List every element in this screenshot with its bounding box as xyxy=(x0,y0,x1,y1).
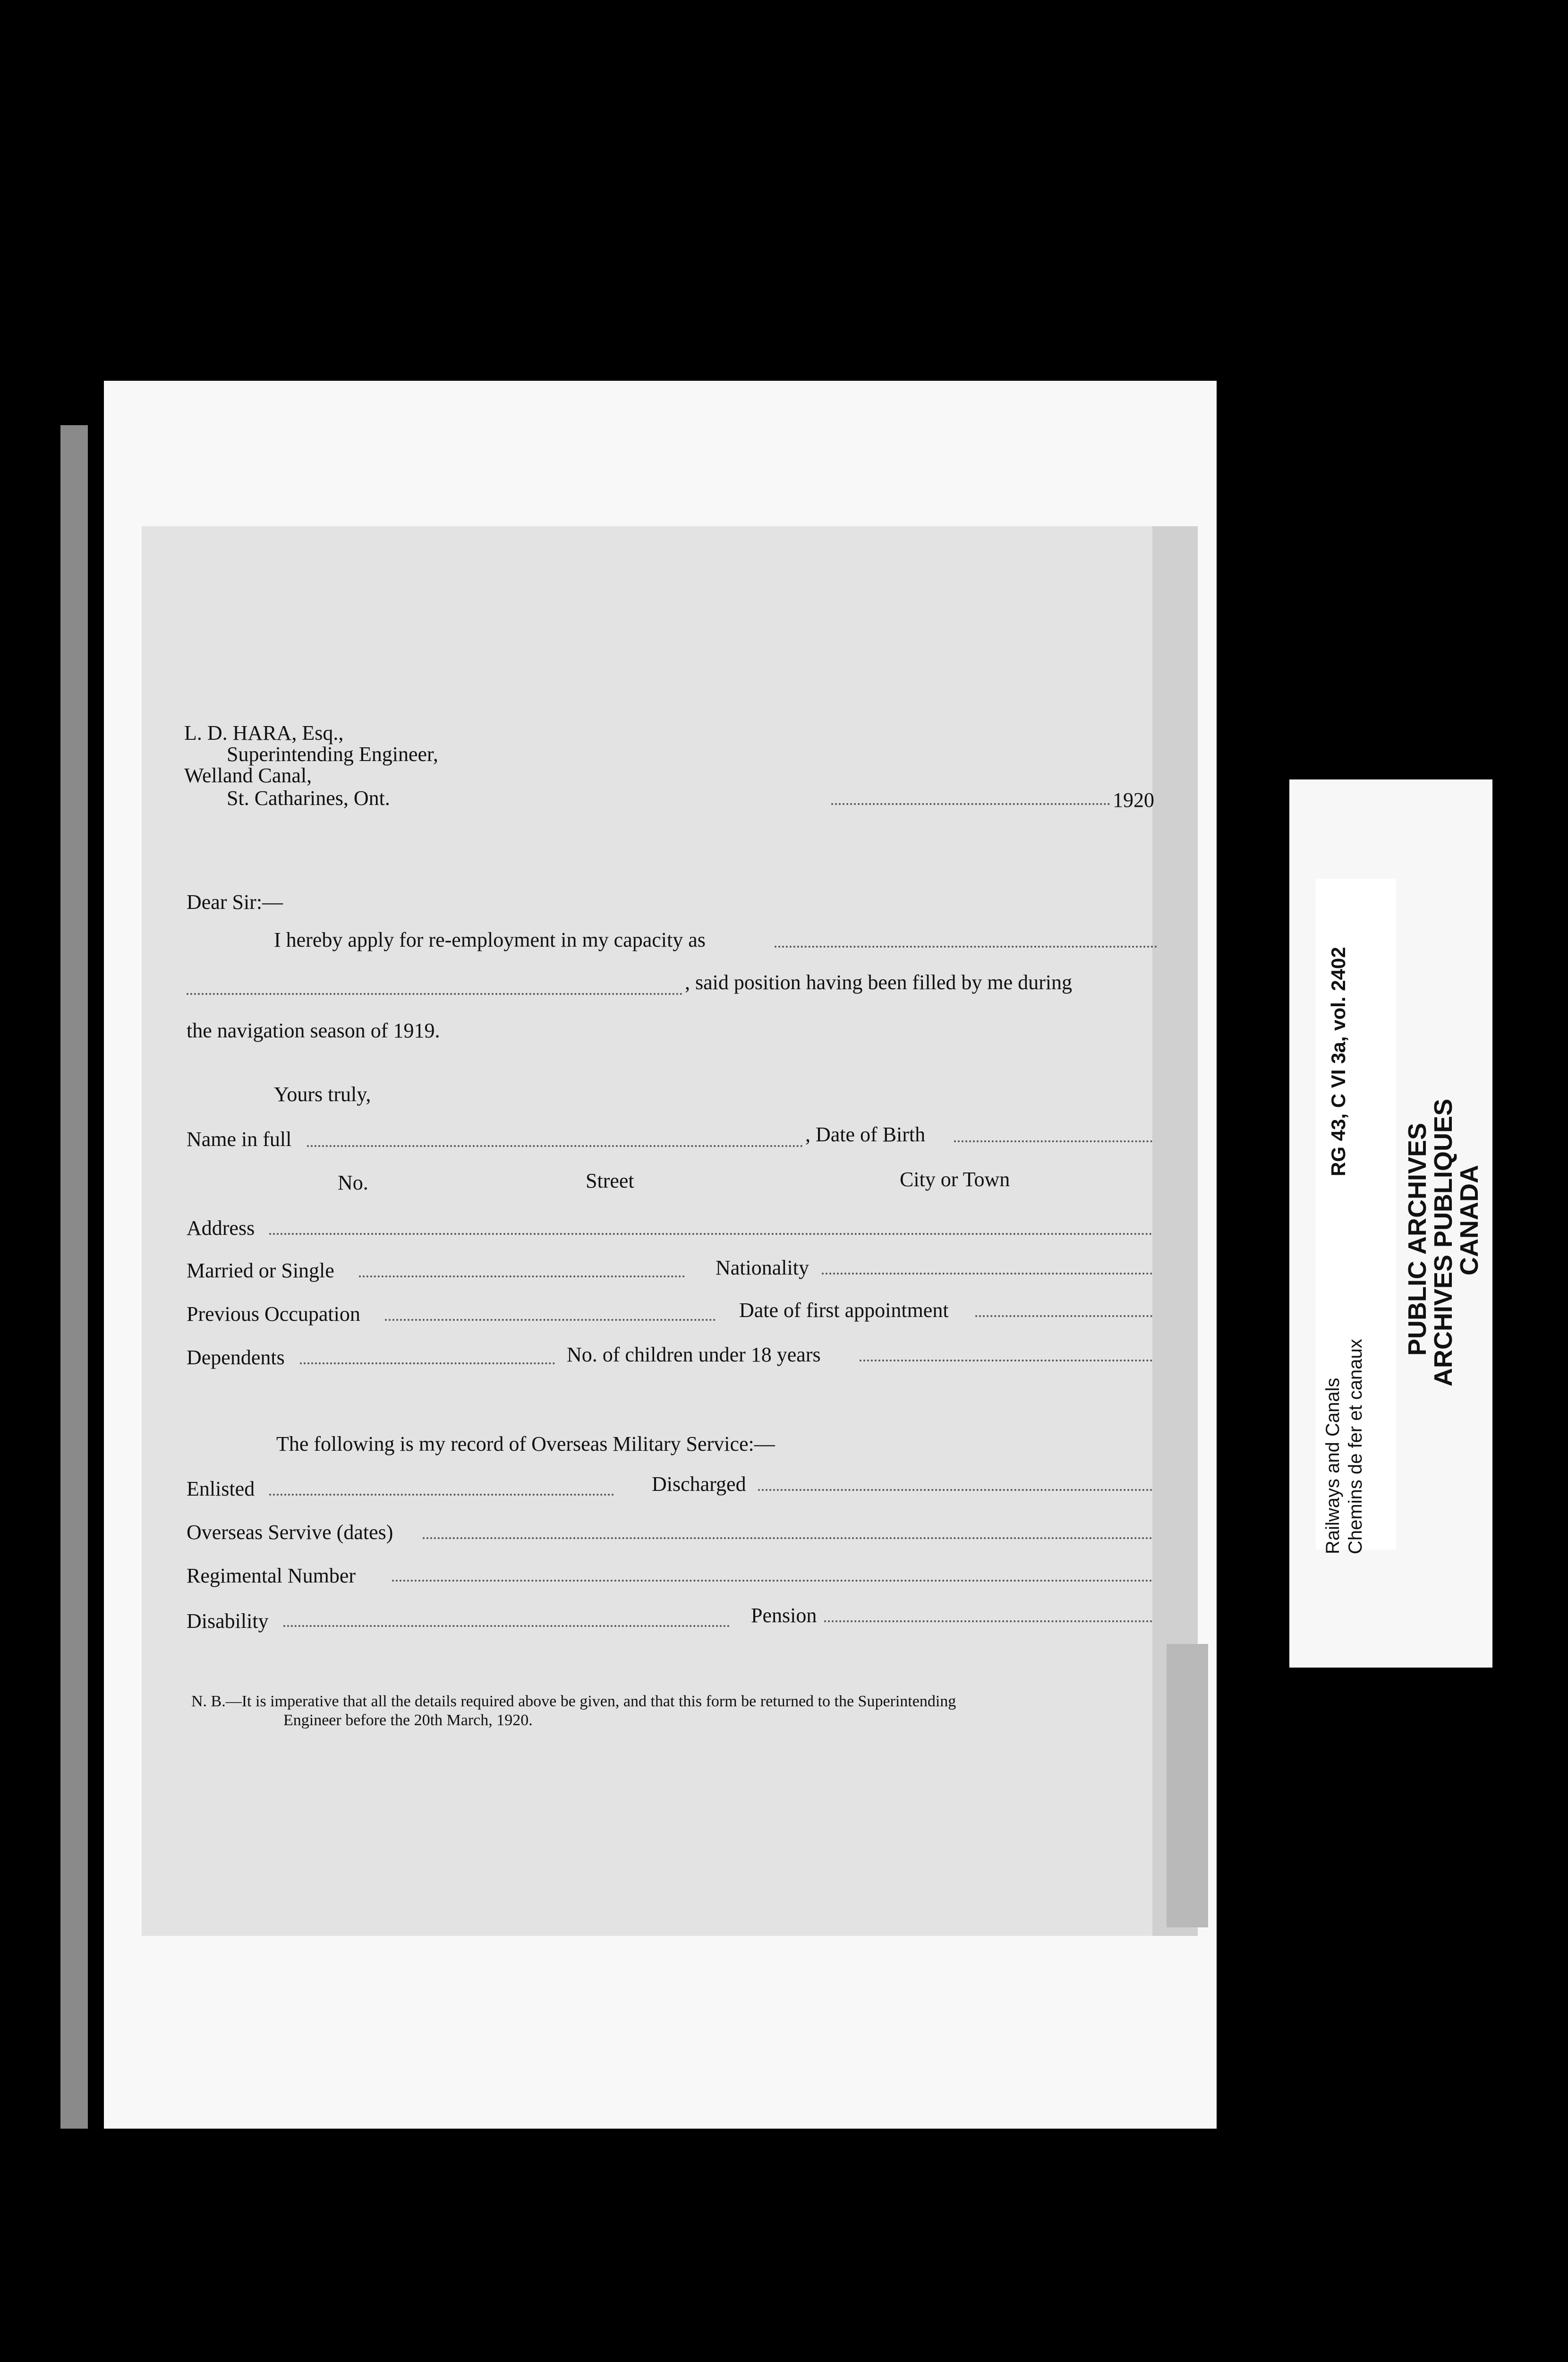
archive-stamp: PUBLIC ARCHIVES xyxy=(1403,1122,1432,1356)
sheet-fold-edge xyxy=(1167,1644,1208,1927)
capacity-blank xyxy=(775,946,1157,948)
addressee-name: L. D. HARA, Esq., xyxy=(184,721,344,745)
occupation-field[interactable] xyxy=(385,1319,716,1321)
letter-year: 1920 xyxy=(1113,788,1154,812)
archive-stamp: CANADA xyxy=(1455,1165,1483,1275)
capacity-blank xyxy=(187,993,682,995)
regimental-field[interactable] xyxy=(392,1580,1152,1582)
dependents-field[interactable] xyxy=(300,1362,555,1364)
address-field[interactable] xyxy=(269,1233,1152,1235)
disability-label: Disability xyxy=(187,1609,269,1633)
name-field[interactable] xyxy=(307,1145,803,1147)
dob-label: , Date of Birth xyxy=(805,1123,926,1146)
closing: Yours truly, xyxy=(274,1083,371,1106)
occupation-label: Previous Occupation xyxy=(187,1302,360,1326)
discharged-field[interactable] xyxy=(758,1489,1152,1491)
pension-label: Pension xyxy=(751,1604,817,1627)
column-no-label: No. xyxy=(338,1171,368,1194)
archive-reference: RG 43, C VI 3a, vol. 2402 xyxy=(1327,947,1349,1176)
addressee-place: Welland Canal, xyxy=(184,764,312,787)
military-heading: The following is my record of Overseas Military Service:— xyxy=(276,1432,775,1455)
addressee-city: St. Catharines, Ont. xyxy=(227,787,390,810)
body-line: I hereby apply for re-employment in my capacity as xyxy=(274,928,706,951)
salutation: Dear Sir:— xyxy=(187,890,283,914)
dob-field[interactable] xyxy=(954,1140,1152,1142)
enlisted-label: Enlisted xyxy=(187,1477,255,1500)
overseas-field[interactable] xyxy=(423,1537,1152,1539)
addressee-title: Superintending Engineer, xyxy=(227,743,438,766)
column-city-label: City or Town xyxy=(900,1168,1010,1191)
date-blank xyxy=(831,803,1110,805)
note-line: N. B.—It is imperative that all the details required above be given, and that this form be returned to the Superintending xyxy=(191,1693,956,1710)
archive-series: Railways and Canals xyxy=(1322,1378,1343,1554)
archive-series-french: Chemins de fer et canaux xyxy=(1345,1339,1366,1554)
children-field[interactable] xyxy=(860,1360,1152,1361)
address-label: Address xyxy=(187,1216,255,1240)
overseas-label: Overseas Servive (dates) xyxy=(187,1521,393,1544)
children-label: No. of children under 18 years xyxy=(567,1343,821,1366)
archive-stamp: ARCHIVES PUBLIQUES xyxy=(1429,1098,1457,1386)
nationality-label: Nationality xyxy=(716,1256,809,1279)
appointment-label: Date of first appointment xyxy=(739,1299,949,1322)
name-label: Name in full xyxy=(187,1128,292,1151)
marital-field[interactable] xyxy=(359,1275,685,1277)
discharged-label: Discharged xyxy=(652,1472,746,1496)
regimental-label: Regimental Number xyxy=(187,1564,356,1587)
pension-field[interactable] xyxy=(824,1620,1152,1622)
body-line: , said position having been filled by me during xyxy=(685,971,1072,994)
disability-field[interactable] xyxy=(283,1625,730,1627)
dependents-label: Dependents xyxy=(187,1346,285,1369)
note-line: Engineer before the 20th March, 1920. xyxy=(283,1712,533,1729)
marital-label: Married or Single xyxy=(187,1259,334,1282)
appointment-field[interactable] xyxy=(975,1315,1152,1317)
nationality-field[interactable] xyxy=(822,1273,1152,1275)
film-edge-strip xyxy=(60,425,88,2129)
body-line: the navigation season of 1919. xyxy=(187,1019,440,1042)
enlisted-field[interactable] xyxy=(269,1494,614,1496)
column-street-label: Street xyxy=(586,1169,634,1192)
